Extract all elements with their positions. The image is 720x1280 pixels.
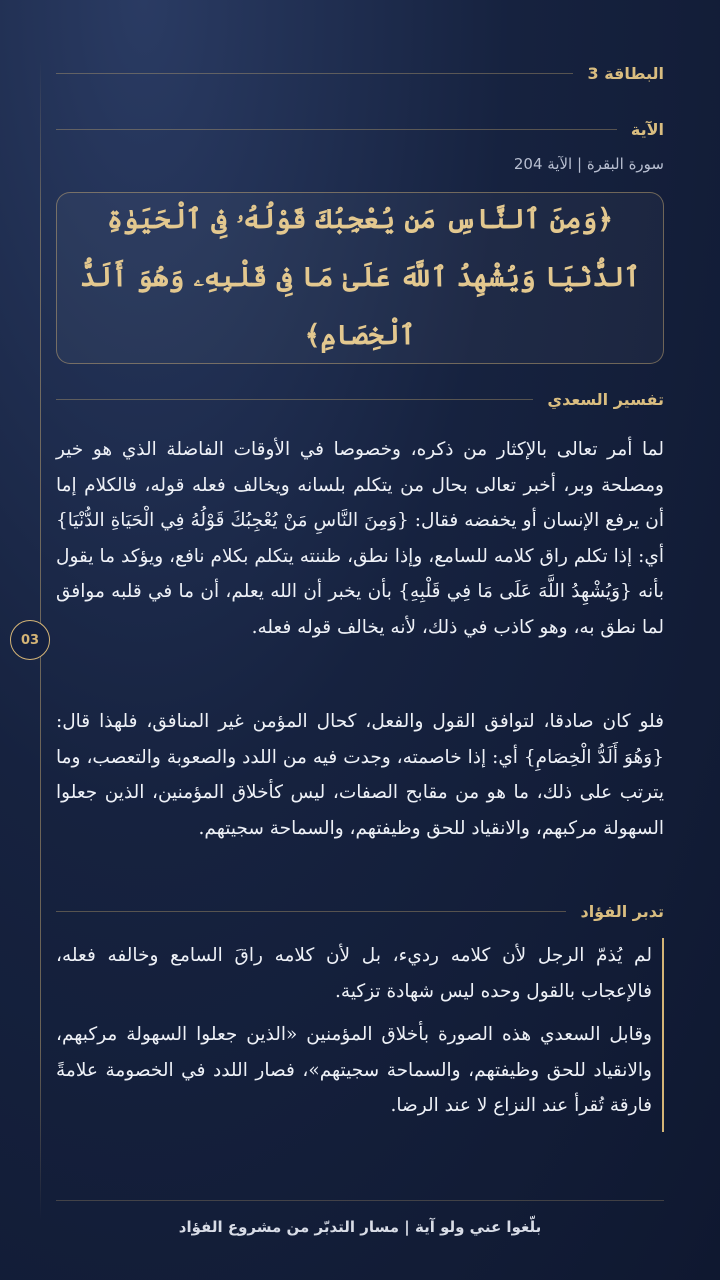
card-header (56, 64, 664, 83)
verse-section-header (56, 120, 664, 139)
verse-reference: سورة البقرة | الآية 204 (513, 155, 664, 173)
reflection-section-label: تدبر الفؤاد (580, 902, 664, 921)
reflection-paragraph-2: وقابل السعدي هذه الصورة بأخلاق المؤمنين «الذين جعلوا السهولة مركبهم، والانقياد للحق وظيفتهم، والسماحة سجيتهم»، فصار اللدد في الخصومة علامةً فارقة تُقرأ عند النزاع لا عند الرضا. (56, 1024, 652, 1116)
tafsir-divider (56, 399, 533, 400)
card-title: البطاقة 3 (587, 64, 664, 83)
footer-divider (56, 1200, 664, 1201)
verse-section-label: الآية (630, 120, 664, 139)
reflection-divider (56, 911, 566, 912)
verse-text: ﴿وَمِنَ ٱلنَّاسِ مَن يُعْجِبُكَ قَوْلُهُۥ فِى ٱلْحَيَوٰةِ ٱلدُّنْيَا وَيُشْهِدُ ٱللَّهَ عَلَىٰ مَا فِى قَلْبِهِۦ وَهُوَ أَلَدُّ ٱلْخِصَامِ﴾ (79, 204, 641, 351)
reflection-section-header (56, 902, 664, 921)
header-divider (56, 73, 573, 74)
footer-text: بلّغوا عني ولو آية | مسار التدبّر من مشروع الفؤاد (178, 1218, 542, 1236)
reflection-block (56, 938, 664, 1132)
tafsir-section-label: تفسير السعدي (547, 390, 664, 409)
tafsir-paragraph-2: فلو كان صادقا، لتوافق القول والفعل، كحال المؤمن غير المنافق، فلهذا قال: {وَهُوَ أَلَدُّ الْخِصَامِ} أي: إذا خاصمته، وجدت فيه من اللدد والصعوبة والتعصب، وما يترتب على ذلك، ما هو من مقابح الصفات، ليس كأخلاق المؤمنين، الذين جعلوا السهولة مركبهم، والانقياد للحق وظيفتهم، والسماحة سجيتهم. (56, 711, 664, 839)
verse-box (56, 192, 664, 364)
reflection-paragraph-1: لم يُذمّ الرجل لأن كلامه رديء، بل لأن كلامه راقَ السامع وخالفه فعله، فالإعجاب بالقول وحده ليس شهادة تزكية. (56, 945, 652, 1002)
tafsir-section-header (56, 390, 664, 409)
page-number-badge: 03 (10, 620, 50, 660)
verse-divider (56, 129, 617, 130)
tafsir-paragraph-1: لما أمر تعالى بالإكثار من ذكره، وخصوصا في الأوقات الفاضلة الذي هو خير ومصلحة وبر، أخبر تعالى بحال من يتكلم بلسانه ويخالف فعله قوله، فالكلام إما أن يرفع الإنسان أو يخفضه فقال: {وَمِنَ النَّاسِ مَنْ يُعْجِبُكَ قَوْلُهُ فِي الْحَيَاةِ الدُّنْيَا} أي: إذا تكلم راق كلامه للسامع، وإذا نطق، ظننته يتكلم بكلام نافع، ويؤكد ما يقول بأنه {وَيُشْهِدُ اللَّهَ عَلَى مَا فِي قَلْبِهِ} بأن يخبر أن الله يعلم، أن ما في قلبه موافق لما نطق به، وهو كاذب في ذلك، لأنه يخالف قوله فعله. (56, 439, 664, 638)
